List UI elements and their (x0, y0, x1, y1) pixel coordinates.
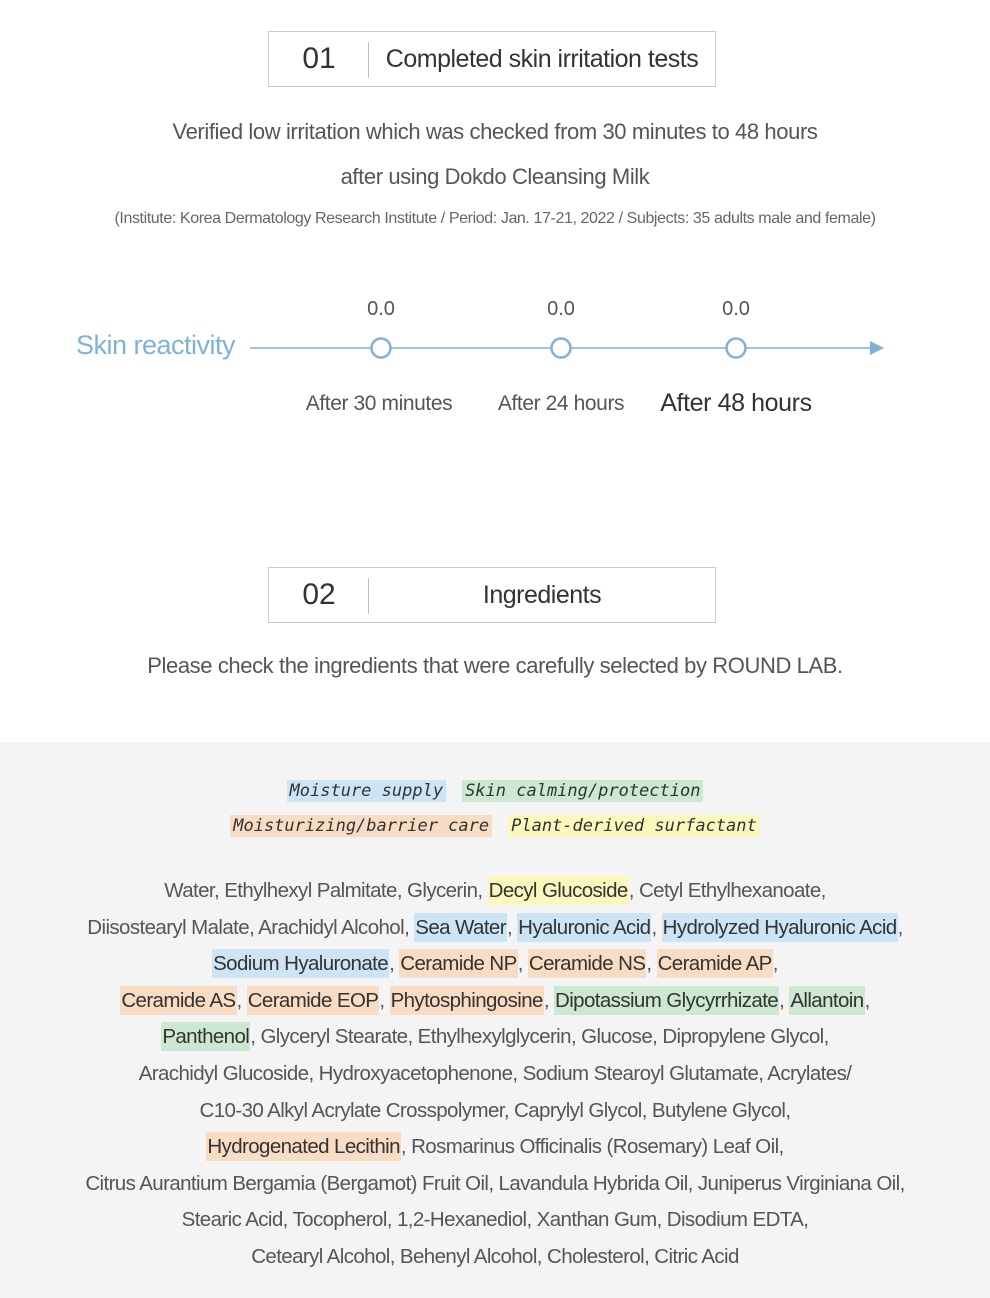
ingredient-moisture: Hydrolyzed Hyaluronic Acid (662, 913, 898, 942)
ingredient-calming: Panthenol (161, 1022, 250, 1051)
ingredient-line: Sodium Hyaluronate, Ceramide NP, Ceramide NS, Ceramide AP, (0, 946, 990, 983)
label-after-24-hours: After 24 hours (497, 392, 625, 415)
ingredient-surfactant: Decyl Glucoside (488, 876, 629, 905)
ingredient-calming: Allantoin (789, 986, 864, 1015)
legend-row-1 (0, 781, 990, 801)
value-24h: 0.0 (547, 298, 575, 320)
value-48h: 0.0 (722, 298, 750, 320)
ingredient: Ethylhexyl Palmitate (224, 879, 397, 902)
legend-moisture-supply: Moisture supply (287, 780, 447, 802)
timeline-point-30min (372, 339, 391, 358)
ingredient: Water (164, 879, 215, 902)
skin-reactivity-timeline (0, 0, 990, 430)
legend-plant-surfactant: Plant-derived surfactant (508, 815, 760, 837)
ingredient: Cetyl Ethylhexanoate (638, 879, 821, 902)
ingredient-text: Glyceryl Stearate, Ethylhexylglycerin, Glucose, Dipropylene Glycol, (260, 1025, 829, 1049)
study-details-note: (Institute: Korea Dermatology Research Institute / Period: Jan. 17-21, 2022 / Subjects: 35 adults male and female) (114, 210, 876, 227)
ingredient-line: Citrus Aurantium Bergamia (Bergamot) Fruit Oil, Lavandula Hybrida Oil, Juniperus Virginiana Oil, (85, 1171, 905, 1195)
ingredient-moisture: Hyaluronic Acid (517, 913, 651, 942)
ingredient-list (0, 873, 990, 1276)
ingredient-line: Cetearyl Alcohol, Behenyl Alcohol, Cholesterol, Citric Acid (251, 1244, 739, 1268)
ingredient-line: C10-30 Alkyl Acrylate Crosspolymer, Caprylyl Glycol, Butylene Glycol, (199, 1098, 791, 1122)
ingredient-barrier: Ceramide NP (399, 949, 517, 978)
ingredients-description: Please check the ingredients that were carefully selected by ROUND LAB. (147, 653, 843, 678)
timeline-point-48h (727, 339, 746, 358)
ingredient: Diisostearyl Malate (87, 915, 250, 939)
timeline-point-24h (552, 339, 571, 358)
ingredient: Arachidyl Alcohol (258, 915, 405, 939)
label-after-30-minutes: After 30 minutes (305, 392, 453, 415)
ingredient-barrier: Phytosphingosine (390, 986, 544, 1015)
section-header-ingredients (268, 567, 716, 623)
legend-barrier-care: Moisturizing/barrier care (230, 815, 492, 837)
ingredient-line: Stearic Acid, Tocopherol, 1,2-Hexanediol, Xanthan Gum, Disodium EDTA, (181, 1208, 809, 1232)
ingredient-line: Arachidyl Glucoside, Hydroxyacetophenone, Sodium Stearoyl Glutamate, Acrylates/ (138, 1061, 852, 1085)
irritation-description-line1: Verified low irritation which was checked from 30 minutes to 48 hours (172, 119, 818, 144)
section-title: Ingredients (482, 580, 602, 609)
label-after-48-hours: After 48 hours (660, 389, 812, 417)
ingredient-line: Hydrogenated Lecithin, Rosmarinus Officinalis (Rosemary) Leaf Oil, (0, 1129, 990, 1166)
ingredient-barrier: Hydrogenated Lecithin (206, 1132, 401, 1161)
ingredient-text: Rosmarinus Officinalis (Rosemary) Leaf Oil, (411, 1135, 784, 1159)
section-title: Completed skin irritation tests (385, 44, 699, 73)
irritation-description-line2: after using Dokdo Cleansing Milk (340, 164, 650, 189)
section-number: 01 (302, 42, 336, 75)
ingredient-line: Water, Ethylhexyl Palmitate, Glycerin, Decyl Glucoside, Cetyl Ethylhexanoate, (0, 873, 990, 910)
ingredient-line: Ceramide AS, Ceramide EOP, Phytosphingosine, Dipotassium Glycyrrhizate, Allantoin, (0, 983, 990, 1020)
ingredient-moisture: Sea Water (414, 913, 507, 942)
ingredient-calming: Dipotassium Glycyrrhizate (554, 986, 779, 1015)
ingredient-moisture: Sodium Hyaluronate (212, 949, 389, 978)
timeline-arrow-icon (870, 341, 884, 355)
ingredient: Glycerin (407, 879, 478, 902)
ingredient-line: Panthenol, Glyceryl Stearate, Ethylhexylglycerin, Glucose, Dipropylene Glycol, (0, 1019, 990, 1056)
value-30min: 0.0 (367, 298, 395, 320)
legend-skin-calming: Skin calming/protection (462, 780, 703, 802)
legend-row-2 (0, 816, 990, 836)
ingredient-barrier: Ceramide EOP (247, 986, 380, 1015)
ingredient-barrier: Ceramide AP (657, 949, 773, 978)
ingredient-line: Diisostearyl Malate, Arachidyl Alcohol, Sea Water, Hyaluronic Acid, Hydrolyzed Hyaluronic Acid, (0, 910, 990, 947)
skin-reactivity-label: Skin reactivity (76, 330, 236, 360)
section-number: 02 (302, 578, 336, 611)
ingredient-barrier: Ceramide AS (120, 986, 236, 1015)
ingredient-barrier: Ceramide NS (528, 949, 646, 978)
